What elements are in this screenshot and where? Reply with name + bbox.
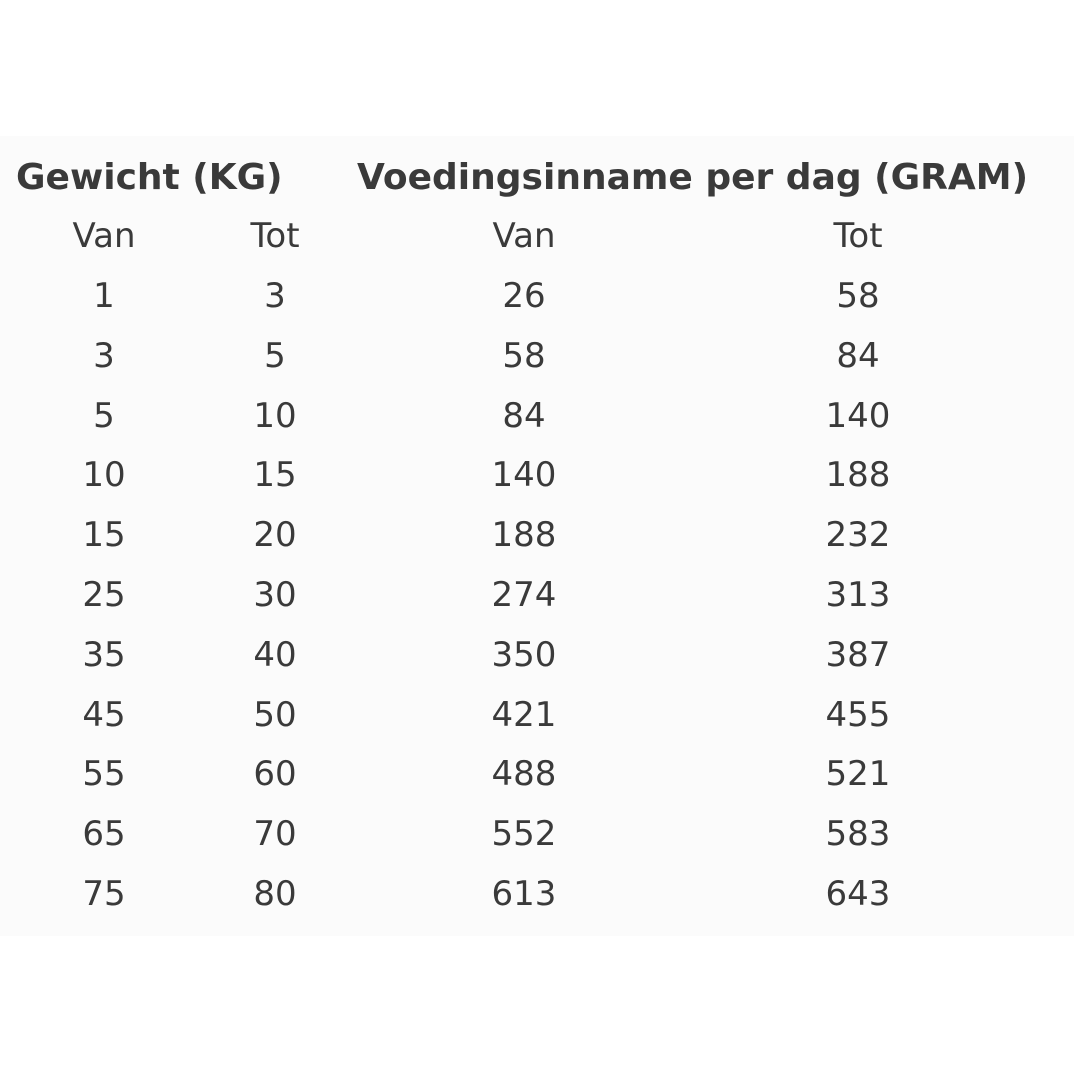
column-header-weight-to: Tot (250, 216, 300, 256)
cell-intake-from: 488 (491, 754, 557, 795)
cell-intake-to: 84 (836, 335, 880, 376)
cell-intake-to: 313 (825, 575, 891, 615)
cell-intake-to: 583 (825, 814, 891, 855)
cell-weight-to: 40 (253, 634, 297, 675)
column-header-intake-to: Tot (833, 216, 883, 256)
cell-weight-to: 70 (253, 814, 297, 855)
cell-intake-from: 84 (502, 395, 546, 436)
cell-intake-from: 188 (491, 515, 557, 556)
weight-group-header: Gewicht (KG) (16, 157, 283, 198)
cell-weight-to: 30 (253, 575, 297, 615)
cell-weight-to: 3 (264, 276, 286, 316)
cell-weight-from: 3 (93, 335, 115, 376)
cell-weight-from: 5 (93, 395, 115, 436)
cell-intake-to: 188 (825, 455, 891, 496)
cell-weight-from: 15 (82, 515, 126, 556)
cell-intake-to: 232 (825, 515, 891, 556)
cell-intake-from: 613 (491, 874, 557, 914)
intake-group-header: Voedingsinname per dag (GRAM) (357, 157, 1029, 198)
cell-weight-from: 35 (82, 634, 126, 675)
cell-weight-to: 10 (253, 395, 297, 436)
cell-intake-to: 140 (825, 395, 891, 436)
cell-weight-to: 20 (253, 515, 297, 556)
cell-intake-from: 350 (491, 634, 557, 675)
cell-weight-to: 60 (253, 754, 297, 795)
cell-intake-to: 387 (825, 634, 891, 675)
cell-weight-from: 1 (93, 276, 115, 316)
cell-intake-from: 274 (491, 575, 557, 615)
cell-weight-to: 15 (253, 455, 297, 496)
cell-intake-from: 421 (491, 694, 557, 735)
cell-intake-to: 455 (825, 694, 891, 735)
cell-intake-to: 521 (825, 754, 891, 795)
cell-weight-to: 80 (253, 874, 297, 914)
cell-weight-from: 65 (82, 814, 126, 855)
cell-intake-from: 58 (502, 335, 546, 376)
cell-weight-from: 45 (82, 694, 126, 735)
cell-weight-from: 25 (82, 575, 126, 615)
cell-weight-from: 10 (82, 455, 126, 496)
cell-weight-to: 5 (264, 335, 286, 376)
cell-intake-from: 552 (491, 814, 557, 855)
column-header-weight-from: Van (72, 216, 136, 256)
cell-intake-from: 26 (502, 276, 546, 316)
column-header-intake-from: Van (492, 216, 556, 256)
cell-intake-from: 140 (491, 455, 557, 496)
cell-intake-to: 643 (825, 874, 891, 914)
cell-weight-from: 75 (82, 874, 126, 914)
cell-weight-to: 50 (253, 694, 297, 735)
cell-intake-to: 58 (836, 276, 880, 316)
cell-weight-from: 55 (82, 754, 126, 795)
